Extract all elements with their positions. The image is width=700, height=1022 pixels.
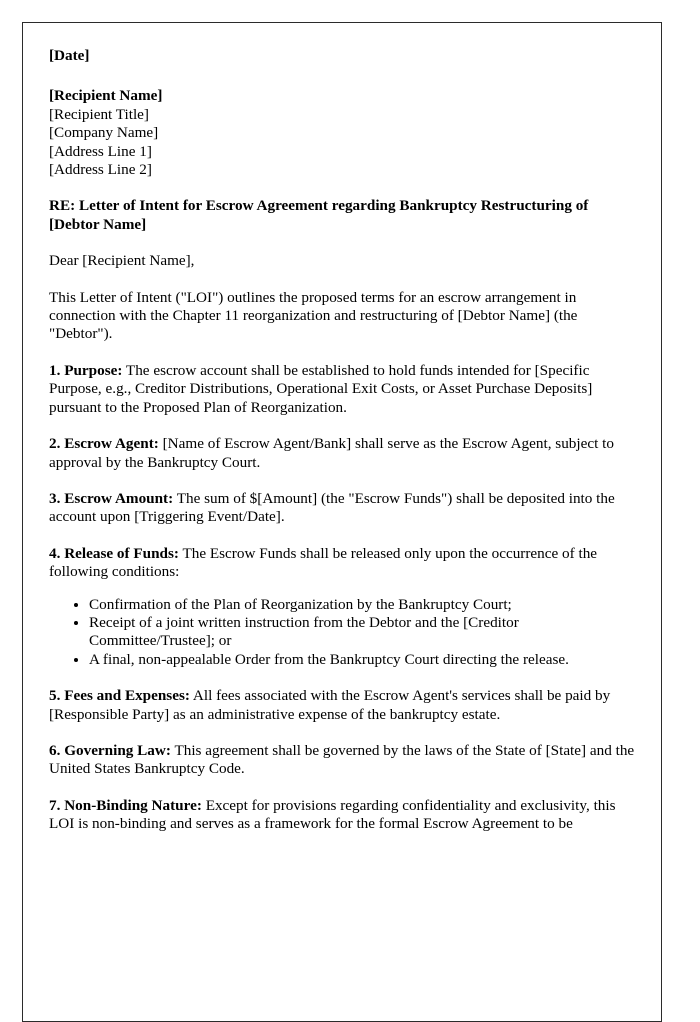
- section-release-of-funds: [49, 545, 638, 582]
- date-block: [49, 47, 638, 65]
- recipient-company: [Company Name]: [49, 124, 159, 142]
- section-fees-and-expenses: [49, 687, 638, 724]
- section-governing-law-body: This agreement shall be governed by the laws of the State of [State] and the United States Bankruptcy Code.: [49, 741, 635, 778]
- salutation: Dear [Recipient Name],: [49, 252, 195, 270]
- recipient-address-block: [49, 87, 638, 179]
- section-purpose-body: The escrow account shall be established to hold funds intended for [Specific Purpose, e.g., Creditor Distributions, Operational Exit Costs, or Asset Purchase Deposits] pursuant to the Proposed Plan of Reorganization.: [49, 361, 593, 416]
- list-item: • Receipt of a joint written instruction from the Debtor and the [Creditor Committee/Trustee]; or: [89, 614, 638, 651]
- section-escrow-amount-body: The sum of $[Amount] (the "Escrow Funds") shall be deposited into the account upon [Triggering Event/Date].: [49, 489, 615, 526]
- section-escrow-agent: [49, 435, 638, 472]
- section-release-of-funds-heading: 4. Release of Funds:: [49, 544, 179, 562]
- section-purpose: [49, 362, 638, 417]
- intro-paragraph: This Letter of Intent ("LOI") outlines the proposed terms for an escrow arrangement in connection with the Chapter 11 reorganization and restructuring of [Debtor Name] (the "Debtor").: [49, 288, 578, 343]
- section-governing-law: [49, 742, 638, 779]
- section-escrow-amount-heading: 3. Escrow Amount:: [49, 489, 174, 507]
- recipient-title: [Recipient Title]: [49, 105, 149, 123]
- section-escrow-agent-heading: 2. Escrow Agent:: [49, 435, 159, 453]
- recipient-address-line-1: [Address Line 1]: [49, 142, 152, 160]
- list-item: • A final, non-appealable Order from the Bankruptcy Court directing the release.: [89, 651, 638, 669]
- section-non-binding-nature-heading: 7. Non-Binding Nature:: [49, 796, 202, 814]
- date-placeholder: [Date]: [49, 47, 90, 64]
- section-fees-and-expenses-heading: 5. Fees and Expenses:: [49, 687, 190, 705]
- section-purpose-heading: 1. Purpose:: [49, 361, 123, 379]
- release-conditions-list: [49, 596, 638, 670]
- section-non-binding-nature: [49, 797, 638, 834]
- section-release-of-funds-body: The Escrow Funds shall be released only upon the occurrence of the following conditions:: [49, 544, 598, 581]
- recipient-address-line-2: [Address Line 2]: [49, 161, 152, 179]
- section-fees-and-expenses-body: All fees associated with the Escrow Agent's services shall be paid by [Responsible Party] as an administrative expense of the bankruptcy estate.: [49, 687, 611, 723]
- recipient-name: [Recipient Name]: [49, 87, 163, 105]
- list-item: • Confirmation of the Plan of Reorganization by the Bankruptcy Court;: [89, 596, 638, 614]
- section-non-binding-nature-body: Except for provisions regarding confidentiality and exclusivity, this LOI is non-binding and serves as a framework for the formal Escrow Agreement to be: [49, 796, 616, 833]
- re-subject-line: RE: Letter of Intent for Escrow Agreement regarding Bankruptcy Restructuring of [Debtor Name]: [49, 197, 589, 233]
- document-body: [49, 47, 638, 852]
- section-governing-law-heading: 6. Governing Law:: [49, 741, 171, 759]
- section-escrow-amount: [49, 490, 638, 527]
- section-escrow-agent-body: [Name of Escrow Agent/Bank] shall serve as the Escrow Agent, subject to approval by the Bankruptcy Court.: [49, 435, 614, 471]
- document-page-frame: [22, 22, 662, 1022]
